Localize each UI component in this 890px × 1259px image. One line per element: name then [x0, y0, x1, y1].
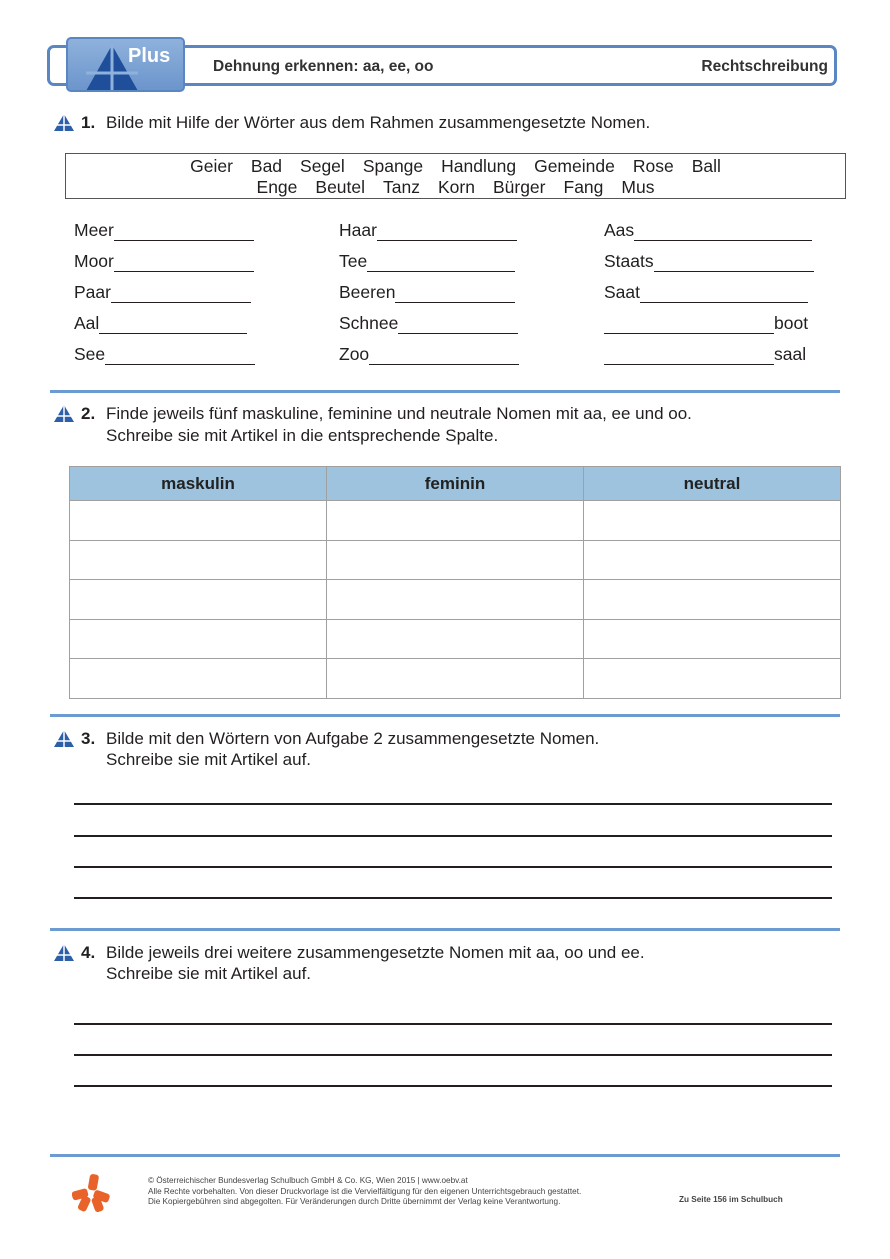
- word-suffix: saal: [774, 344, 807, 364]
- table-row: [70, 619, 841, 659]
- exercise-number: 2.: [81, 404, 96, 423]
- compound-field[interactable]: [339, 313, 518, 335]
- word: Handlung: [441, 156, 517, 176]
- word-prefix: Zoo: [339, 344, 370, 364]
- table-cell[interactable]: [584, 619, 841, 659]
- footer-line: Alle Rechte vorbehalten. Von dieser Druckvorlage ist die Vervielfältigung für den eigenen Unterrichtsgebrauch gestattet.: [148, 1186, 582, 1196]
- word-prefix: See: [74, 344, 106, 364]
- compound-field[interactable]: [339, 282, 515, 304]
- table-cell[interactable]: [70, 659, 327, 699]
- word: Enge: [256, 177, 298, 197]
- compound-field[interactable]: [604, 344, 806, 366]
- footer-line: © Österreichischer Bundesverlag Schulbuch GmbH & Co. KG, Wien 2015 | www.oebv.at: [148, 1176, 468, 1185]
- exercise-number: 3.: [81, 729, 96, 748]
- exercise-instruction: Bilde jeweils drei weitere zusammengesetzte Nomen mit aa, oo und ee.: [106, 943, 645, 962]
- table-row: [70, 659, 841, 699]
- word: Segel: [300, 156, 345, 176]
- section-divider: [50, 714, 840, 717]
- pyramid-icon: [53, 113, 75, 133]
- writing-line[interactable]: [74, 803, 832, 805]
- word-prefix: Haar: [339, 220, 377, 240]
- writing-line[interactable]: [74, 1085, 832, 1087]
- word-box: [65, 153, 846, 199]
- exercise-instruction: Bilde mit den Wörtern von Aufgabe 2 zusammengesetzte Nomen.: [106, 729, 600, 748]
- word: Korn: [438, 177, 475, 197]
- table-cell[interactable]: [584, 580, 841, 620]
- word-prefix: Beeren: [339, 282, 396, 302]
- gender-table: [69, 466, 841, 699]
- column-header: feminin: [327, 467, 584, 501]
- pyramid-icon: [53, 943, 75, 963]
- word: Fang: [563, 177, 604, 197]
- section-divider: [50, 928, 840, 931]
- book-reference: Zu Seite 156 im Schulbuch: [679, 1195, 783, 1204]
- word: Bürger: [492, 177, 546, 197]
- blank-line[interactable]: [369, 347, 519, 365]
- exercise-instruction: Finde jeweils fünf maskuline, feminine und neutrale Nomen mit aa, ee und oo.: [106, 404, 692, 423]
- table-cell[interactable]: [70, 540, 327, 580]
- word: Tanz: [383, 177, 420, 197]
- exercise-number: 4.: [81, 943, 96, 962]
- word-prefix: Moor: [74, 251, 114, 271]
- blank-line[interactable]: [398, 316, 518, 334]
- word: Rose: [632, 156, 674, 176]
- table-header-row: [70, 467, 841, 501]
- writing-line[interactable]: [74, 835, 832, 837]
- word-prefix: Tee: [339, 251, 368, 271]
- compound-field[interactable]: [604, 251, 814, 273]
- table-cell[interactable]: [327, 580, 584, 620]
- table-row: [70, 580, 841, 620]
- section-divider: [50, 390, 840, 393]
- word-row-2: [66, 177, 845, 198]
- plus-logo: [66, 37, 185, 92]
- footer-legal: [148, 1176, 581, 1208]
- blank-line[interactable]: [114, 223, 254, 241]
- compound-field[interactable]: [339, 220, 517, 242]
- blank-line[interactable]: [377, 223, 517, 241]
- word-prefix: Aal: [74, 313, 100, 333]
- blank-line[interactable]: [111, 285, 251, 303]
- writing-line[interactable]: [74, 897, 832, 899]
- table-cell[interactable]: [327, 501, 584, 541]
- table-cell[interactable]: [70, 619, 327, 659]
- table-cell[interactable]: [584, 540, 841, 580]
- compound-field[interactable]: [339, 251, 515, 273]
- compound-field[interactable]: [74, 251, 254, 273]
- writing-line[interactable]: [74, 1054, 832, 1056]
- table-row: [70, 540, 841, 580]
- blank-line[interactable]: [604, 347, 774, 365]
- exercise-instruction: Schreibe sie mit Artikel auf.: [106, 750, 312, 769]
- word: Gemeinde: [534, 156, 615, 176]
- writing-line[interactable]: [74, 866, 832, 868]
- table-cell[interactable]: [327, 659, 584, 699]
- word: Mus: [621, 177, 655, 197]
- blank-line[interactable]: [99, 316, 247, 334]
- compound-field[interactable]: [74, 282, 251, 304]
- blank-line[interactable]: [114, 254, 254, 272]
- word-prefix: Meer: [74, 220, 114, 240]
- writing-line[interactable]: [74, 1023, 832, 1025]
- word: Beutel: [315, 177, 366, 197]
- subject-label: Rechtschreibung: [701, 58, 828, 75]
- blank-line[interactable]: [395, 285, 515, 303]
- pyramid-icon: [53, 729, 75, 749]
- publisher-logo-icon: [72, 1174, 110, 1212]
- exercise-instruction: Schreibe sie mit Artikel auf.: [106, 964, 312, 983]
- table-cell[interactable]: [327, 619, 584, 659]
- word: Bad: [250, 156, 283, 176]
- page-title: Dehnung erkennen: aa, ee, oo: [213, 58, 434, 75]
- column-header: maskulin: [70, 467, 327, 501]
- table-cell[interactable]: [70, 580, 327, 620]
- exercise-instruction: Schreibe sie mit Artikel in die entsprechende Spalte.: [106, 426, 499, 445]
- table-cell[interactable]: [584, 659, 841, 699]
- compound-field[interactable]: [604, 313, 808, 335]
- compound-field[interactable]: [604, 220, 812, 242]
- exercise-number: 1.: [81, 113, 96, 132]
- word: Spange: [362, 156, 424, 176]
- word-row-1: [66, 156, 845, 177]
- pyramid-icon: [53, 404, 75, 424]
- compound-field[interactable]: [74, 344, 255, 366]
- table-cell[interactable]: [584, 501, 841, 541]
- word-prefix: Schnee: [339, 313, 399, 333]
- word-prefix: Saat: [604, 282, 640, 302]
- logo-text: Plus: [128, 45, 171, 67]
- exercise-instruction: Bilde mit Hilfe der Wörter aus dem Rahmen zusammengesetzte Nomen.: [106, 113, 651, 132]
- blank-line[interactable]: [654, 254, 814, 272]
- compound-field[interactable]: [604, 282, 808, 304]
- footer-divider: [50, 1154, 840, 1157]
- blank-line[interactable]: [105, 347, 255, 365]
- blank-line[interactable]: [367, 254, 515, 272]
- word-prefix: Staats: [604, 251, 654, 271]
- word: Geier: [190, 156, 233, 176]
- word: Ball: [691, 156, 721, 176]
- footer-line: Die Kopiergebühren sind abgegolten. Für Veränderungen durch Dritte übernimmt der Verlag keine Verantwortung.: [148, 1197, 561, 1206]
- table-cell[interactable]: [70, 501, 327, 541]
- blank-line[interactable]: [640, 285, 808, 303]
- blank-line[interactable]: [604, 316, 774, 334]
- word-prefix: Paar: [74, 282, 111, 302]
- compound-field[interactable]: [339, 344, 519, 366]
- word-prefix: Aas: [604, 220, 635, 240]
- table-cell[interactable]: [327, 540, 584, 580]
- blank-line[interactable]: [634, 223, 812, 241]
- table-row: [70, 501, 841, 541]
- column-header: neutral: [584, 467, 841, 501]
- compound-field[interactable]: [74, 313, 247, 335]
- compound-field[interactable]: [74, 220, 254, 242]
- word-suffix: boot: [774, 313, 809, 333]
